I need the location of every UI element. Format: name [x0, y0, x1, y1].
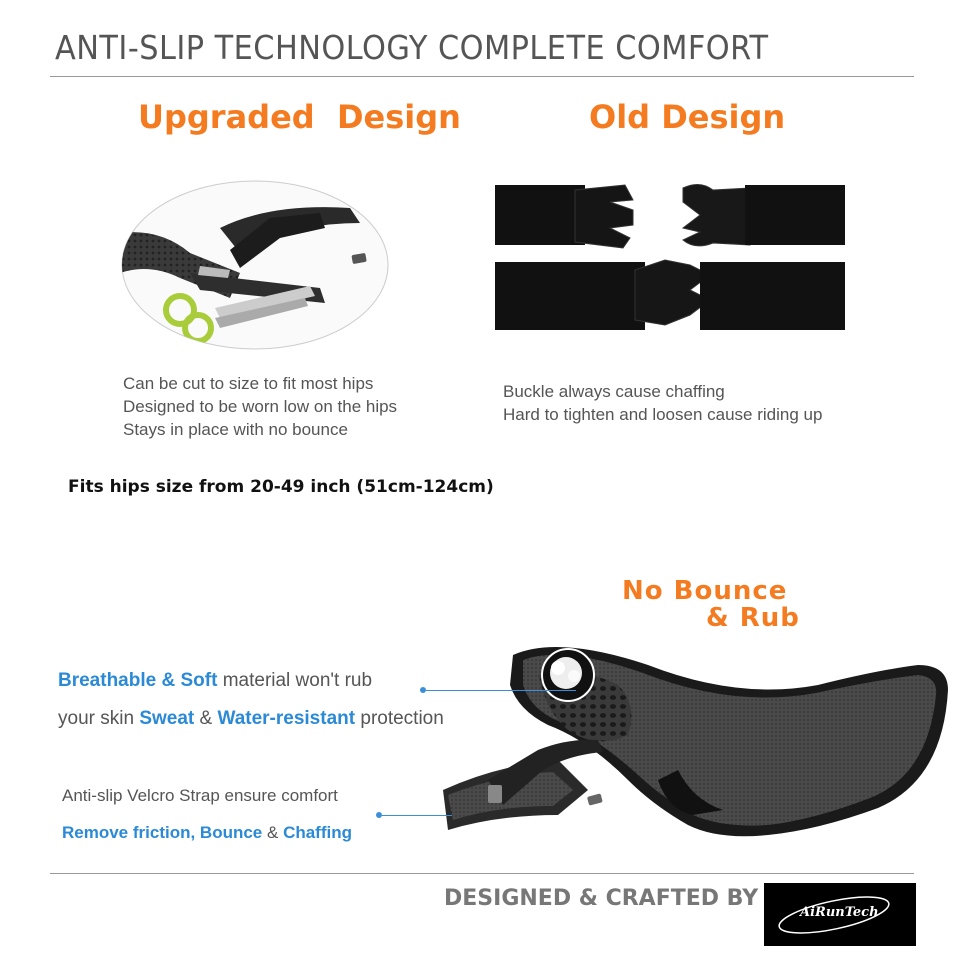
brand-logo-text: AiRunTech: [800, 905, 879, 920]
designed-by-label: DESIGNED & CRAFTED BY: [444, 886, 759, 911]
velcro-feature-line-2: [62, 823, 352, 843]
water-resistant-label: Water-resistant: [217, 708, 356, 729]
fit-size-note: Fits hips size from 20-49 inch (51cm-124cm): [68, 477, 494, 497]
upgraded-benefit-3: Stays in place with no bounce: [123, 420, 348, 439]
breathable-text-3: protection: [355, 708, 444, 729]
breathable-feature-line-1: [58, 670, 372, 692]
breathable-amp: &: [194, 708, 218, 729]
velcro-amp: &: [262, 823, 284, 842]
upgraded-benefit-1: Can be cut to size to fit most hips: [123, 374, 374, 393]
upgraded-strap-image: [120, 178, 390, 353]
callout-line-breathable: [426, 690, 576, 691]
upgraded-benefits: [123, 372, 397, 441]
footer-divider: [50, 873, 914, 874]
old-drawback-1: Buckle always cause chaffing: [503, 382, 725, 401]
breathable-soft-label: Breathable & Soft: [58, 670, 218, 691]
no-bounce-title: [622, 578, 800, 632]
brand-logo: [764, 883, 916, 946]
breathable-text-1: material won't rub: [217, 670, 373, 691]
breathable-feature-line-2: [58, 708, 444, 730]
upgraded-design-title: Upgraded Design: [138, 98, 461, 136]
breathable-text-2: your skin: [58, 708, 140, 729]
no-bounce-line-1: No Bounce: [622, 576, 788, 606]
velcro-feature-line-1: Anti-slip Velcro Strap ensure comfort: [62, 786, 338, 805]
old-design-title: Old Design: [589, 98, 786, 136]
old-drawbacks: [503, 380, 822, 426]
remove-friction-label: Remove friction, Bounce: [62, 823, 263, 842]
old-drawback-2: Hard to tighten and loosen cause riding up: [503, 405, 823, 424]
chaffing-label: Chaffing: [283, 823, 352, 842]
upgraded-benefit-2: Designed to be worn low on the hips: [123, 397, 398, 416]
page-title: ANTI-SLIP TECHNOLOGY COMPLETE COMFORT: [55, 28, 769, 67]
mesh-belt-image: [438, 630, 958, 845]
old-buckle-strap-image: [495, 180, 845, 335]
header-divider: [50, 76, 914, 77]
no-bounce-line-2: & Rub: [706, 603, 800, 633]
sweat-label: Sweat: [139, 708, 195, 729]
callout-line-velcro: [382, 815, 452, 816]
